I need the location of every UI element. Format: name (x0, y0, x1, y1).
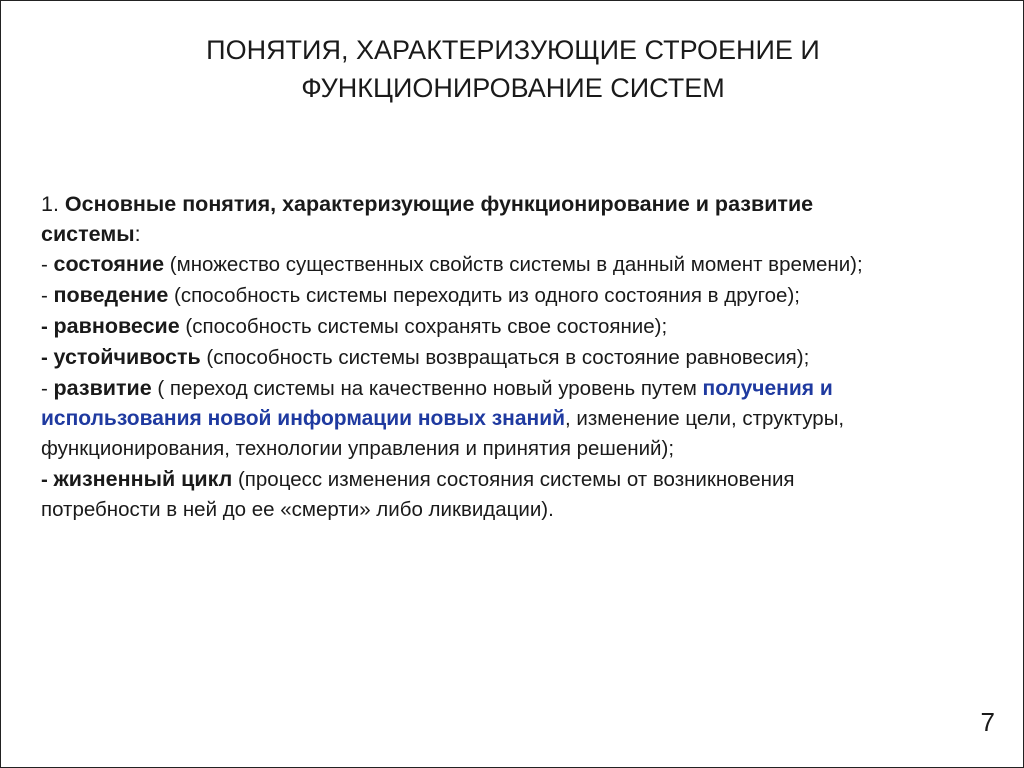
highlight-text-2: использования новой информации новых знаний (41, 407, 566, 430)
item-description: функционирования, технологии управления и принятия решений); (41, 437, 675, 460)
slide-title (1, 31, 1024, 107)
heading-colon: : (134, 222, 141, 246)
list-item-development-line-2 (41, 404, 991, 434)
item-description: (множество существенных свойств системы в данный момент времени); (164, 253, 863, 276)
item-prefix: - (41, 468, 54, 491)
page-number: 7 (980, 707, 995, 737)
item-description: (способность системы возвращаться в состояние равновесия); (200, 346, 810, 369)
item-prefix: - (41, 284, 54, 307)
slide-title-line-1: ПОНЯТИЯ, ХАРАКТЕРИЗУЮЩИЕ СТРОЕНИЕ И (206, 35, 820, 65)
highlight-text-1: получения и (702, 377, 833, 400)
list-item-behavior (41, 280, 991, 311)
item-term: равновесие (53, 314, 180, 338)
item-term: развитие (53, 376, 152, 400)
item-description: , изменение цели, структуры, (565, 407, 845, 430)
list-item-equilibrium (41, 311, 991, 342)
item-prefix: - (41, 346, 54, 369)
list-item-stability (41, 342, 991, 373)
list-item-lifecycle-line-1 (41, 464, 991, 495)
item-term: устойчивость (53, 345, 201, 369)
slide-title-line-2: ФУНКЦИОНИРОВАНИЕ СИСТЕМ (301, 73, 725, 103)
slide-body (41, 189, 991, 525)
item-prefix: - (41, 253, 54, 276)
list-item-development-line-3 (41, 434, 991, 464)
list-item-state (41, 249, 991, 280)
item-term: состояние (53, 252, 165, 276)
item-term: жизненный цикл (53, 467, 233, 491)
heading-bold-part-1: Основные понятия, характеризующие функционирование и развитие (64, 192, 814, 216)
list-item-development-line-1 (41, 373, 991, 404)
item-prefix: - (41, 315, 54, 338)
heading-number: 1. (41, 192, 65, 216)
heading-line-2 (41, 219, 991, 249)
list-item-lifecycle-line-2 (41, 495, 991, 525)
item-description: (способность системы сохранять свое состояние); (179, 315, 668, 338)
item-description: ( переход системы на качественно новый уровень путем (151, 377, 703, 400)
heading-line-1 (41, 189, 991, 219)
item-description: (процесс изменения состояния системы от возникновения (232, 468, 795, 491)
item-description: потребности в ней до ее «смерти» либо ликвидации). (41, 498, 554, 521)
item-description: (способность системы переходить из одного состояния в другое); (168, 284, 800, 307)
item-term: поведение (53, 283, 169, 307)
heading-bold-part-2: системы (41, 222, 135, 246)
item-prefix: - (41, 377, 54, 400)
